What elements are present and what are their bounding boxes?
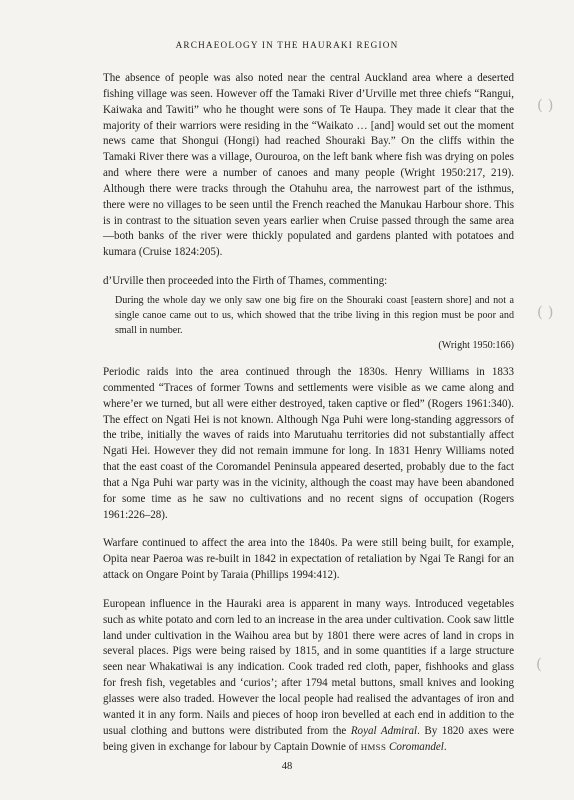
body-text bbox=[103, 71, 514, 768]
paragraph-dUrville-auckland: The absence of people was also noted near the central Auckland area where a deserted fishing village was seen. However off the Tamaki River d’Urville met three chiefs “Rangui, Kaiwaka and Tawiti” who he thought were sons of Te Haupa. They made it clear that the majority of their warriors were residing in the “Waikato … [and] would set out the moment news came that Shongui (Hongi) had reached Shouraki Bay.” On the cliffs within the Tamaki River there was a village, Ourouroa, on the left bank where fish was drying on poles and where there were a number of canoes and many people (Wright 1950:217, 219). Although there were tracks through the Otahuhu area, the narrowest part of the isthmus, there were no villages to be seen until the French reached the Manukau Harbour shore. This is in contrast to the situation seven years earlier when Cruise passed through the same area—both banks of the river were thickly populated and gardens planted with potatoes and kumara (Cruise 1824:205). bbox=[103, 72, 514, 259]
paragraph-warfare-1840s: Warfare continued to affect the area into the 1840s. Pa were still being built, for example, Opita near Paeroa was re-built in 1842 in expectation of retaliation by Ngai Te Rangi for an attack on Ongare Point by Taraia (Phillips 1994:412). bbox=[103, 537, 514, 582]
margin-bracket-mark: ( ) bbox=[537, 96, 554, 114]
paragraph-text: European influence in the Hauraki area is apparent in many ways. Introduced vegetables such as white potato and corn led to an increase in the area under cultivation. Cook saw little land under cultivation in the Waihou area but by 1801 there were acres of land in crops in several places. Pigs were being raised by 1815, and in some quantities if a large structure seen near Whakatiwai is any indication. Cook traded red cloth, paper, fishhooks and glass for fresh fish, vegetables and ‘curios’; after 1794 metal buttons, small knives and looking glasses were also traded. However the local people had realised the advantages of iron and wanted it in any form. Nails and pieces of hoop iron bevelled at each end in addition to the usual clothing and buttons were distributed from the bbox=[103, 597, 514, 737]
page-number: 48 bbox=[281, 761, 293, 772]
paragraph-firth-of-thames: d’Urville then proceeded into the Firth of Thames, commenting: bbox=[103, 275, 388, 288]
ship-prefix-hmss: HMSS bbox=[360, 741, 387, 752]
block-quote bbox=[115, 293, 514, 353]
paragraph-european-influence bbox=[103, 597, 514, 755]
running-head: ARCHAEOLOGY IN THE HAURAKI REGION bbox=[175, 40, 399, 50]
quote-citation: (Wright 1950:166) bbox=[438, 339, 514, 351]
ship-name-royal-admiral: Royal Admiral bbox=[350, 724, 418, 737]
margin-bracket-mark: ( ) bbox=[537, 303, 554, 321]
paragraph-periodic-raids: Periodic raids into the area continued through the 1830s. Henry Williams in 1833 commented “Traces of former Towns and settlements were visible as we came along and where’er we turned, but all were either destroyed, taken captive or fled” (Rogers 1961:340). The effect on Ngati Hei is not known. Although Nga Puhi were long-standing aggressors of the tribe, initially the waves of raids into Marutuahu territories did not substantially affect Ngati Hei. However they did not remain immune for long. In 1831 Henry Williams noted that the east coast of the Coromandel Peninsula appeared deserted, probably due to the fact that a Nga Puhi war party was in the vicinity, although the coast may have been abandoned for some time as he saw no cultivations and no recent signs of occupation (Rogers 1961:226–28). bbox=[103, 365, 514, 521]
margin-bracket-mark: ( bbox=[536, 655, 542, 673]
ship-name-coromandel: Coromandel bbox=[389, 740, 444, 753]
paragraph-end: . bbox=[443, 740, 447, 753]
paragraph-text-continued: . By 1820 axes were being given in exchange for labour by Captain Downie of bbox=[103, 724, 515, 753]
quote-text: During the whole day we only saw one big fire on the Shouraki coast [eastern shore] and not a single canoe came out to us, which showed that the tribe living in this region must be poor and small in number. bbox=[115, 294, 514, 336]
